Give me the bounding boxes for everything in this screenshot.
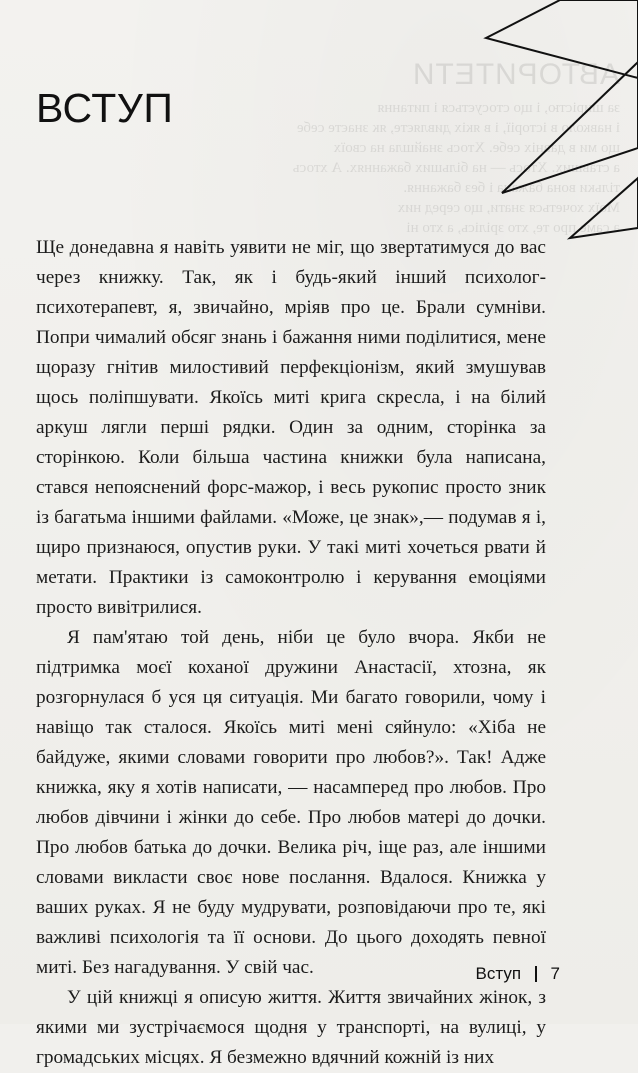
paragraph: Ще донедавна я навіть уявити не міг, що звертатимуся до вас через книжку. Так, як і будь-який інший психолог-психотерапевт, я, звичайно, мріяв про це. Брали сумніви. Попри чималий обсяг знань і бажання ними поділитися, мене щоразу гнітив милостивий перфекціонізм, який змушував щось поліпшувати. Якоїсь миті крига скресла, і на білий аркуш лягли перші рядки. Один за одним, сторінка за сторінкою. Коли більша частина книжки була написана, стався непояснений форс-мажор, і весь рукопис просто зник із багатьма іншими файлами. «Може, це знак»,— подумав я і, щиро признаюся, опустив руки. У такі миті хочеться рвати й метати. Практики із самоконтролю і керування емоціями просто вивітрилися. xyxy=(36,237,546,618)
bleed-through-line: тільки вона бажана і без бажання. xyxy=(403,180,620,196)
footer-section-title: Вступ xyxy=(475,964,522,983)
chapter-title: ВСТУП xyxy=(36,85,174,131)
footer-separator xyxy=(535,966,537,982)
chapter-body xyxy=(36,233,546,1073)
decorative-triangles xyxy=(448,0,638,250)
bleed-through-line: а саме про те, хто зрілісь, а хто ні xyxy=(406,220,620,236)
bleed-through-line: а ставших. Хтось — на більших бажаннях. А хтось xyxy=(292,160,620,176)
page-number: 7 xyxy=(550,964,560,983)
triangle-top xyxy=(486,0,638,78)
bleed-through-line: що ми в давніх себе. Хтось знайшла на своїх xyxy=(333,140,620,156)
paragraph: Я пам'ятаю той день, ніби це було вчора. Якби не підтримка моєї коханої дружини Анастасії, хтозна, як розгорнулася б уся ця ситуація. Ми багато говорили, чому і навіщо так сталося. Якоїсь миті мені сяйнуло: «Хіба не байдуже, якими словами говорити про любов?». Так! Адже книжка, яку я хотів написати, — насамперед про любов. Про любов дівчини і жінки до себе. Про любов матері до дочки. Про любов батька до дочки. Велика річ, іще раз, але іншими словами викласти своє нове послання. Вдалося. Книжка у ваших руках. Я не буду мудрувати, розповідаючи про те, які важливі психологія та її основи. До цього доходять певної миті. Без нагадування. У свій час. xyxy=(36,627,546,978)
bleed-through-line: Моїх хочеться знати, що серед них xyxy=(397,200,620,216)
triangle-middle xyxy=(502,62,638,193)
running-footer xyxy=(476,963,561,985)
triangle-bottom xyxy=(570,178,638,238)
bleed-through-line: за ширістю, і що стосується і питання xyxy=(377,100,620,116)
bleed-through-line: і навколо в історії, і в якіх дивляєте, як знаєте себе xyxy=(296,120,620,136)
paragraph: У цій книжці я описую життя. Життя звичайних жінок, з якими ми зустрічаємося щодня у транспорті, на вулиці, у громадських місцях. Я безмежно вдячний кожній із них xyxy=(36,987,546,1068)
bleed-through-title: АВТОРИТЕТИ xyxy=(411,58,620,91)
